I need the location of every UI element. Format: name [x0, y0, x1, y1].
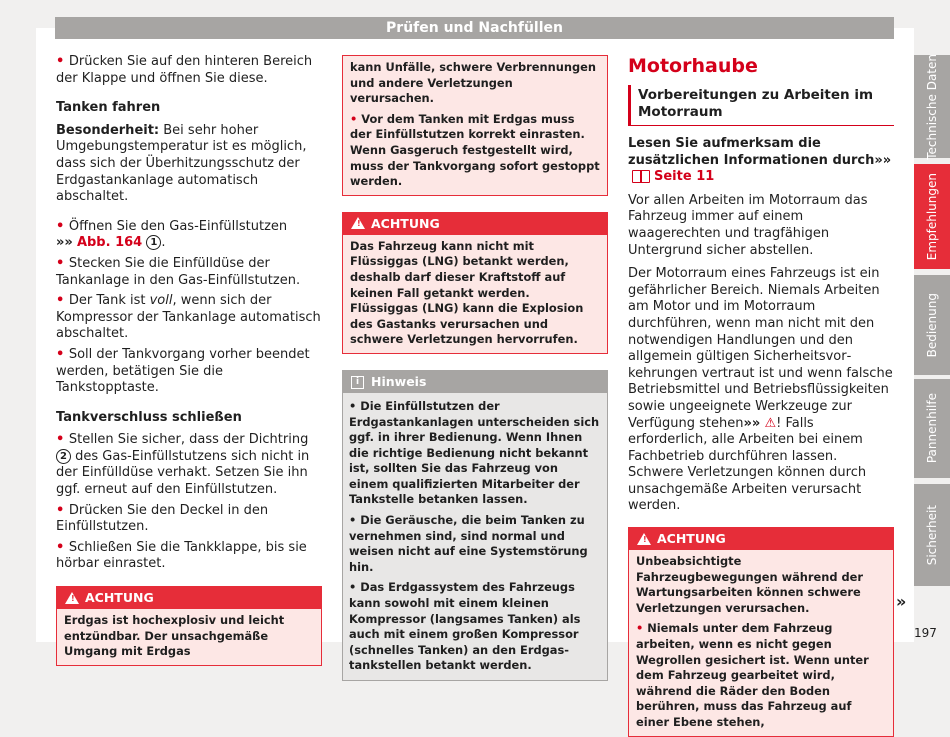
callout-number: 1	[146, 235, 161, 250]
list-item: • Drücken Sie den Deckel in den Einfüllstutzen.	[56, 503, 322, 536]
tab-sicherheit[interactable]: Sicherheit	[914, 484, 950, 586]
intro-text: Lesen Sie aufmerksam die zusätzlichen Informationen durch»»Seite 11	[628, 136, 892, 185]
warning-icon: ⚠	[764, 415, 777, 431]
info-icon: i	[351, 376, 364, 389]
paragraph: Der Motorraum eines Fahrzeugs ist ein gefährlicher Bereich. Niemals Arbeiten am Motor und im Motorraum durchführen, wenn man nicht mit den notwendigen Handlungen und den allgemein gültigen Sicherheitsvorkehrungen vertraut ist und wenn falsche Betriebsmittel und Betriebsflüssigkeiten sowie ungeeignete Werkzeuge zur Verfügung stehen»» ⚠! Falls erforderlich, alle Arbeiten bei einem Fachbetrieb durchführen lassen. Schwere Verletzungen können durch unsachgemäße Arbeiten verursacht werden.	[628, 266, 893, 514]
warning-icon: !	[65, 592, 79, 604]
page-title: Motorhaube	[628, 55, 758, 77]
warning-icon: !	[351, 217, 365, 229]
tab-bedienung[interactable]: Bedienung	[914, 275, 950, 375]
tab-technische-daten[interactable]: Technische Daten	[914, 55, 950, 158]
page-number: 197	[914, 626, 937, 640]
tab-pannenhilfe[interactable]: Pannenhilfe	[914, 379, 950, 478]
paragraph: Vor allen Arbeiten im Motorraum das Fahrzeug immer auf einem waagerechten und tragfähigen Untergrund sicher abstellen.	[628, 192, 868, 258]
continue-mark: »	[896, 592, 907, 611]
warning-box: ! ACHTUNG Erdgas ist hochexplosiv und leicht entzündbar. Der unsachgemäße Umgang mit Erdgas	[56, 586, 322, 666]
column-2	[342, 55, 608, 681]
book-icon	[632, 170, 650, 183]
paragraph: Besonderheit: Bei sehr hoher Umgebungstemperatur ist es möglich, dass sich der Überhitzungsschutz der Erdgastankanlage automatisch abschaltet.	[56, 122, 307, 205]
warning-box-continued: kann Unfälle, schwere Verbrennungen und andere Verletzungen verursachen. • Vor dem Tanken mit Erdgas muss der Einfüllstutzen korrekt einrasten. Wenn Gasgeruch festgestellt wird, muss der Tankvorgang sofort gestoppt werden.	[342, 55, 608, 196]
page-header: Prüfen und Nachfüllen	[55, 17, 894, 39]
list-item: • Der Tank ist voll, wenn sich der Kompressor der Tankanlage automatisch abschaltet.	[56, 293, 322, 343]
warning-icon: !	[637, 533, 651, 545]
column-1	[56, 54, 322, 666]
list-item: • Stellen Sie sicher, dass der Dichtring 2 des Gas-Einfüllstutzens sich nicht in der Einfülldüse verhakt. Setzen Sie ihn ggf. erneut auf den Einfüllstutzen.	[56, 432, 322, 498]
callout-number: 2	[56, 449, 71, 464]
section-heading: Tanken fahren	[56, 100, 161, 116]
warning-box: ! ACHTUNG Unbeabsichtigte Fahrzeugbewegungen während der Wartungsarbeiten können schwere Verletzungen verursachen. • Niemals unter dem Fahrzeug arbeiten, wenn es nicht gegen Wegrollen gesichert ist. Wenn unter dem Fahrzeug gearbeitet wird, während die Räder den Boden berühren, muss das Fahrzeug auf einer Ebene stehen,	[628, 527, 894, 737]
warning-box: ! ACHTUNG Das Fahrzeug kann nicht mit Flüssiggas (LNG) betankt werden, deshalb darf dieser Kraftstoff auf keinen Fall getankt werden. Flüssiggas (LNG) kann die Explosion des Gastanks verursachen und schwere Verletzungen hervorrufen.	[342, 212, 608, 354]
list-item: • Soll der Tankvorgang vorher beendet werden, betätigen Sie die Tankstopptaste.	[56, 347, 322, 397]
list-item: • Drücken Sie auf den hinteren Bereich der Klappe und öffnen Sie diese.	[56, 54, 322, 87]
tab-empfehlungen[interactable]: Empfehlungen	[914, 164, 950, 269]
section-heading: Tankverschluss schließen	[56, 409, 242, 425]
figure-link[interactable]: Abb. 164	[76, 235, 143, 251]
page-link[interactable]: Seite 11	[654, 169, 715, 185]
subsection-heading: Vorbereitungen zu Arbeiten im Motorraum	[628, 85, 894, 126]
list-item: • Öffnen Sie den Gas-Einfüllstutzen »» Abb. 164 1 .	[56, 219, 322, 252]
list-item: • Schließen Sie die Tankklappe, bis sie hörbar einrastet.	[56, 540, 322, 573]
column-3	[628, 54, 894, 737]
list-item: • Stecken Sie die Einfülldüse der Tankanlage in den Gas-Einfüllstutzen.	[56, 256, 322, 289]
hint-box: i Hinweis • Die Einfüllstutzen der Erdgastankanlagen unterscheiden sich ggf. in ihrer Bedienung. Wenn Ihnen die richtige Bedienung nicht bekannt ist, sollten Sie das Fahrzeug von einem qualifizierten Mitarbeiter der Tankstelle betanken lassen. • Die Geräusche, die beim Tanken zu vernehmen sind, sind normal und weisen nicht auf eine Systemstörung hin. • Das Erdgassystem des Fahrzeugs kann sowohl mit einem kleinen Kompressor (langsames Tanken) als auch mit einem großen Kompressor (schnelles Tanken) an den Erdgastankstellen betankt werden.	[342, 370, 608, 681]
